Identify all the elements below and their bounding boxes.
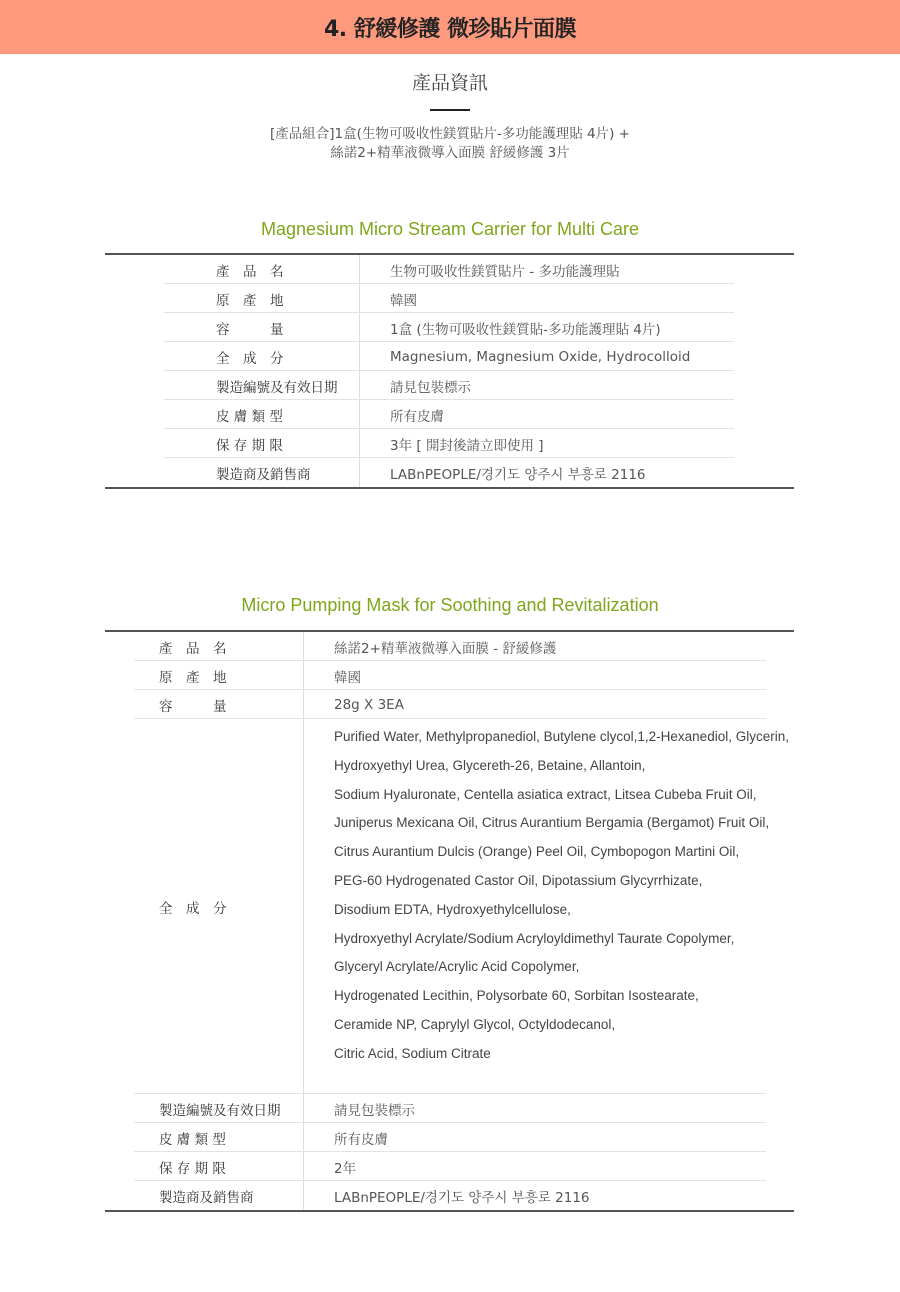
row-label: 原 產 地 (216, 292, 284, 309)
table-row (105, 1181, 794, 1210)
row-value: 韓國 (303, 661, 794, 690)
row-label: 保 存 期 限 (216, 437, 283, 454)
row-label: 容 量 (159, 698, 227, 715)
heading-divider (430, 109, 470, 111)
table-row (105, 690, 794, 719)
table-row (105, 400, 794, 429)
row-value: 所有皮膚 (303, 1123, 794, 1152)
table-row (105, 284, 794, 313)
row-value: 絲諾2+精華液微導入面膜 - 舒緩修護 (303, 632, 794, 661)
ingredient-line: Glyceryl Acrylate/Acrylic Acid Copolymer, (334, 959, 580, 975)
row-label: 製造編號及有效日期 (216, 379, 338, 396)
ingredient-line: Citric Acid, Sodium Citrate (334, 1045, 491, 1061)
row-value: 所有皮膚 (359, 400, 794, 429)
row-label: 原 產 地 (159, 669, 227, 686)
ingredient-line: Disodium EDTA, Hydroxyethylcellulose, (334, 901, 571, 917)
table-row (105, 719, 794, 1094)
row-label: 全 成 分 (159, 900, 227, 917)
table-row (105, 342, 794, 371)
row-value (303, 719, 794, 1094)
table-row (105, 458, 794, 487)
row-value: 3年 [ 開封後請立即使用 ] (359, 429, 794, 458)
section2-spec-table (105, 630, 794, 1212)
row-value: Magnesium, Magnesium Oxide, Hydrocolloid (359, 342, 794, 371)
row-value: 28g X 3EA (303, 690, 794, 719)
table-row (105, 429, 794, 458)
ingredient-line: Juniperus Mexicana Oil, Citrus Aurantium Bergamia (Bergamot) Fruit Oil, (334, 815, 770, 831)
ingredient-line: Hydrogenated Lecithin, Polysorbate 60, Sorbitan Isostearate, (334, 988, 699, 1004)
table-row (105, 1152, 794, 1181)
row-label: 皮 膚 類 型 (216, 408, 283, 425)
row-value: 請見包裝標示 (303, 1094, 794, 1123)
title-banner (0, 0, 900, 54)
ingredient-line: Citrus Aurantium Dulcis (Orange) Peel Oil, Cymbopogon Martini Oil, (334, 844, 740, 860)
table-row (105, 632, 794, 661)
row-value: 韓國 (359, 284, 794, 313)
table-row (105, 255, 794, 284)
section2-title: Micro Pumping Mask for Soothing and Revitalization (241, 595, 659, 615)
product-info-heading: 產品資訊 (411, 72, 488, 94)
ingredient-line: Ceramide NP, Caprylyl Glycol, Octyldodecanol, (334, 1016, 616, 1032)
row-value: 1盒 (生物可吸收性鎂質貼-多功能護理貼 4片) (359, 313, 794, 342)
table-row (105, 313, 794, 342)
row-value: LABnPEOPLE/경기도 양주시 부흥로 2116 (359, 458, 794, 487)
table-row (105, 1123, 794, 1152)
ingredient-line: Purified Water, Methylpropanediol, Butylene clycol,1,2-Hexanediol, Glycerin, (334, 729, 789, 744)
combo-line-1: [產品組合]1盒(生物可吸收性鎂質貼片-多功能護理貼 4片) + (269, 126, 630, 142)
row-label: 全 成 分 (216, 350, 284, 367)
row-label: 製造編號及有效日期 (159, 1102, 281, 1119)
table-row (105, 661, 794, 690)
section1-spec-table (105, 253, 794, 489)
product-combo-text (0, 125, 900, 163)
row-label: 製造商及銷售商 (216, 466, 311, 483)
row-value: LABnPEOPLE/경기도 양주시 부흥로 2116 (303, 1181, 794, 1210)
ingredient-line: Hydroxyethyl Urea, Glycereth-26, Betaine, Allantoin, (334, 757, 646, 773)
row-label: 產 品 名 (216, 263, 284, 280)
section1-title: Magnesium Micro Stream Carrier for Multi Care (260, 219, 640, 239)
row-label: 製造商及銷售商 (159, 1189, 254, 1206)
table-row (105, 371, 794, 400)
row-value: 請見包裝標示 (359, 371, 794, 400)
row-value: 生物可吸收性鎂質貼片 - 多功能護理貼 (359, 255, 794, 284)
row-value: 2年 (303, 1152, 794, 1181)
ingredient-line: Sodium Hyaluronate, Centella asiatica extract, Litsea Cubeba Fruit Oil, (334, 786, 757, 802)
ingredient-line: PEG-60 Hydrogenated Castor Oil, Dipotassium Glycyrrhizate, (334, 872, 703, 888)
row-label: 產 品 名 (159, 640, 227, 657)
page-title: 4. 舒緩修護 微珍貼片面膜 (324, 16, 576, 42)
row-label: 皮 膚 類 型 (159, 1131, 226, 1148)
table-row (105, 1094, 794, 1123)
combo-line-2: 絲諾2+精華液微導入面膜 舒緩修護 3片 (330, 145, 570, 161)
ingredient-line: Hydroxyethyl Acrylate/Sodium Acryloyldimethyl Taurate Copolymer, (334, 930, 735, 946)
row-label: 保 存 期 限 (159, 1160, 226, 1177)
row-label: 容 量 (216, 321, 284, 338)
